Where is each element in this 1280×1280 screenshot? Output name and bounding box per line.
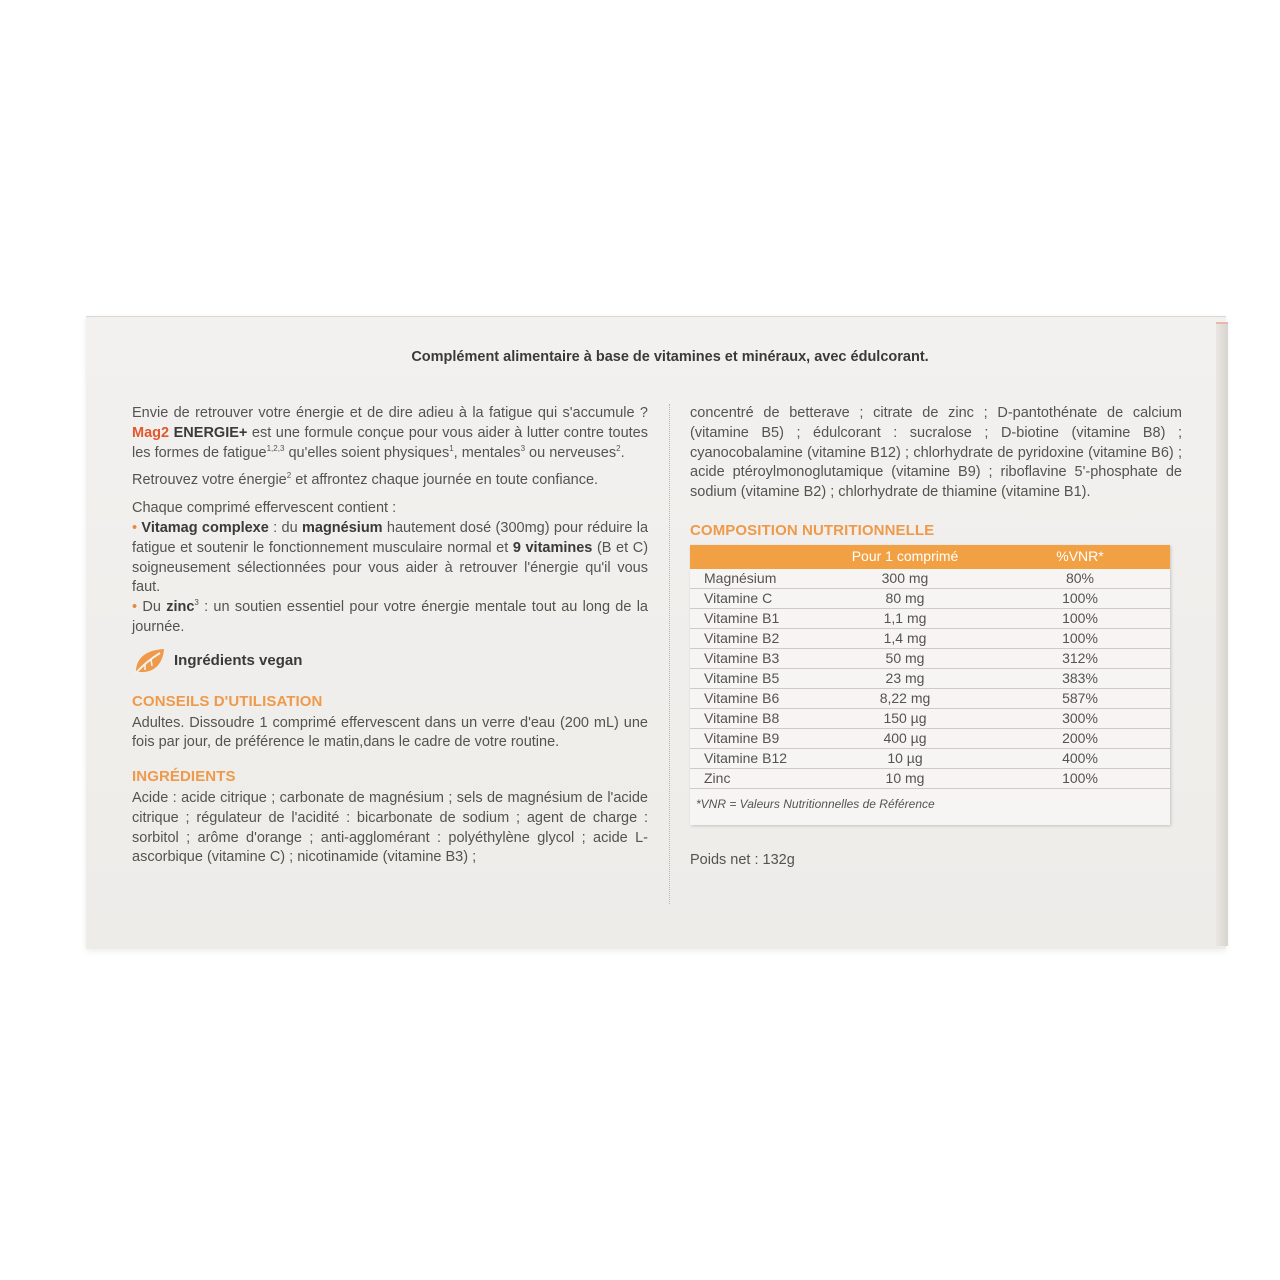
cell-vnr: 383%	[990, 668, 1170, 688]
right-column	[690, 404, 1182, 870]
table-row	[690, 768, 1170, 788]
cell-name: Vitamine B2	[690, 628, 820, 648]
cell-vnr: 100%	[990, 588, 1170, 608]
leaf-icon	[132, 646, 168, 676]
cell-name: Vitamine B9	[690, 728, 820, 748]
ingredients-text-left: Acide : acide citrique ; carbonate de magnésium ; sels de magnésium de l'acide citrique ; régulateur de l'acidité : bicarbonate de sodium ; agent de charge : sorbitol ; arôme d'orange ; anti-agglomérant : polyéthylène glycol ; acide L-ascorbique (vitamine C) ; nicotinamide (vitamine B3) ;	[132, 789, 648, 866]
cell-vnr: 312%	[990, 648, 1170, 668]
brand-name: Mag2	[132, 424, 170, 441]
table-row	[690, 708, 1170, 728]
net-weight: Poids net : 132g	[690, 851, 795, 868]
cell-amount: 10 µg	[820, 748, 990, 768]
cell-name: Magnésium	[690, 569, 820, 589]
left-column	[132, 404, 648, 876]
cell-amount: 400 µg	[820, 728, 990, 748]
cell-vnr: 300%	[990, 708, 1170, 728]
brand-suffix: ENERGIE+	[173, 424, 248, 441]
cell-vnr: 80%	[990, 569, 1170, 589]
header-vnr: %VNR*	[990, 545, 1170, 569]
ingredients-title: INGRÉDIENTS	[132, 768, 236, 786]
header-nutrient	[690, 545, 820, 569]
cell-name: Vitamine B8	[690, 708, 820, 728]
intro-paragraph: Envie de retrouver votre énergie et de dire adieu à la fatigue qui s'accumule ? Mag2 ENERGIE+ est une formule conçue pour vous aider à lutter contre toutes les formes de fatigue$^{1,2,3}$ qu'elles soient physiques$^1$, mentales$^3$ ou nerveuses$^2$.	[132, 405, 648, 461]
cell-amount: 300 mg	[820, 569, 990, 589]
table-row	[690, 728, 1170, 748]
confidence-paragraph: Retrouvez votre énergie$^2$ et affrontez chaque journée en toute confiance.	[132, 471, 599, 489]
table-row	[690, 688, 1170, 708]
product-headline: Complément alimentaire à base de vitamines et minéraux, avec édulcorant.	[411, 349, 929, 365]
cell-amount: 8,22 mg	[820, 688, 990, 708]
table-row	[690, 608, 1170, 628]
vegan-label: Ingrédients vegan	[174, 651, 303, 669]
vegan-badge	[132, 646, 648, 676]
bullet-vitamag: • Vitamag complexe : du magnésium hautement dosé (300mg) pour réduire la fatigue et soutenir le fonctionnement musculaire normal et 9 vitamines (B et C) soigneusement sélectionnées pour vous aider à retrouver l'énergie qu'il vous faut.	[132, 519, 649, 596]
table-row	[690, 628, 1170, 648]
cell-amount: 50 mg	[820, 648, 990, 668]
cell-vnr: 587%	[990, 688, 1170, 708]
header-amount: Pour 1 comprimé	[820, 545, 990, 569]
cell-amount: 23 mg	[820, 668, 990, 688]
cell-name: Vitamine B12	[690, 748, 820, 768]
cell-amount: 10 mg	[820, 768, 990, 788]
table-row	[690, 668, 1170, 688]
cell-amount: 150 µg	[820, 708, 990, 728]
cell-name: Vitamine C	[690, 588, 820, 608]
cell-vnr: 200%	[990, 728, 1170, 748]
table-row	[690, 569, 1170, 589]
cell-name: Zinc	[690, 768, 820, 788]
nutrition-table-header	[690, 545, 1170, 569]
table-row	[690, 748, 1170, 768]
bullet-icon: •	[132, 599, 138, 616]
bullet-zinc: • Du zinc$^3$ : un soutien essentiel pour votre énergie mentale tout au long de la journée.	[132, 598, 648, 635]
contents-intro: Chaque comprimé effervescent contient :	[132, 500, 397, 517]
bullet-icon: •	[132, 519, 138, 536]
cell-amount: 1,4 mg	[820, 628, 990, 648]
cell-vnr: 100%	[990, 628, 1170, 648]
column-divider	[669, 404, 670, 904]
cell-vnr: 400%	[990, 748, 1170, 768]
cell-name: Vitamine B3	[690, 648, 820, 668]
ingredients-text-right: concentré de betterave ; citrate de zinc ; D-pantothénate de calcium (vitamine B5) ; édulcorant : sucralose ; D-biotine (vitamine B8) ; cyanocobalamine (vitamine B12) ; chlorhydrate de pyridoxine (vitamine B6) ; acide ptéroylmonoglutamique (vitamine B9) ; riboflavine 5'-phosphate de sodium (vitamine B2) ; chlorhydrate de thiamine (vitamine B1).	[690, 405, 1182, 501]
package-right-edge	[1216, 324, 1228, 946]
cell-name: Vitamine B1	[690, 608, 820, 628]
table-row	[690, 648, 1170, 668]
cell-vnr: 100%	[990, 608, 1170, 628]
usage-text: Adultes. Dissoudre 1 comprimé effervescent dans un verre d'eau (200 mL) une fois par jour, de préférence le matin,dans le cadre de votre routine.	[132, 714, 648, 751]
nutrition-table	[690, 545, 1170, 825]
cell-vnr: 100%	[990, 768, 1170, 788]
table-row	[690, 588, 1170, 608]
vnr-footnote: *VNR = Valeurs Nutritionnelles de Référence	[696, 796, 935, 811]
cell-name: Vitamine B5	[690, 668, 820, 688]
cell-name: Vitamine B6	[690, 688, 820, 708]
cell-amount: 1,1 mg	[820, 608, 990, 628]
cell-amount: 80 mg	[820, 588, 990, 608]
composition-title: COMPOSITION NUTRITIONNELLE	[690, 521, 935, 539]
usage-title: CONSEILS D'UTILISATION	[132, 692, 323, 710]
